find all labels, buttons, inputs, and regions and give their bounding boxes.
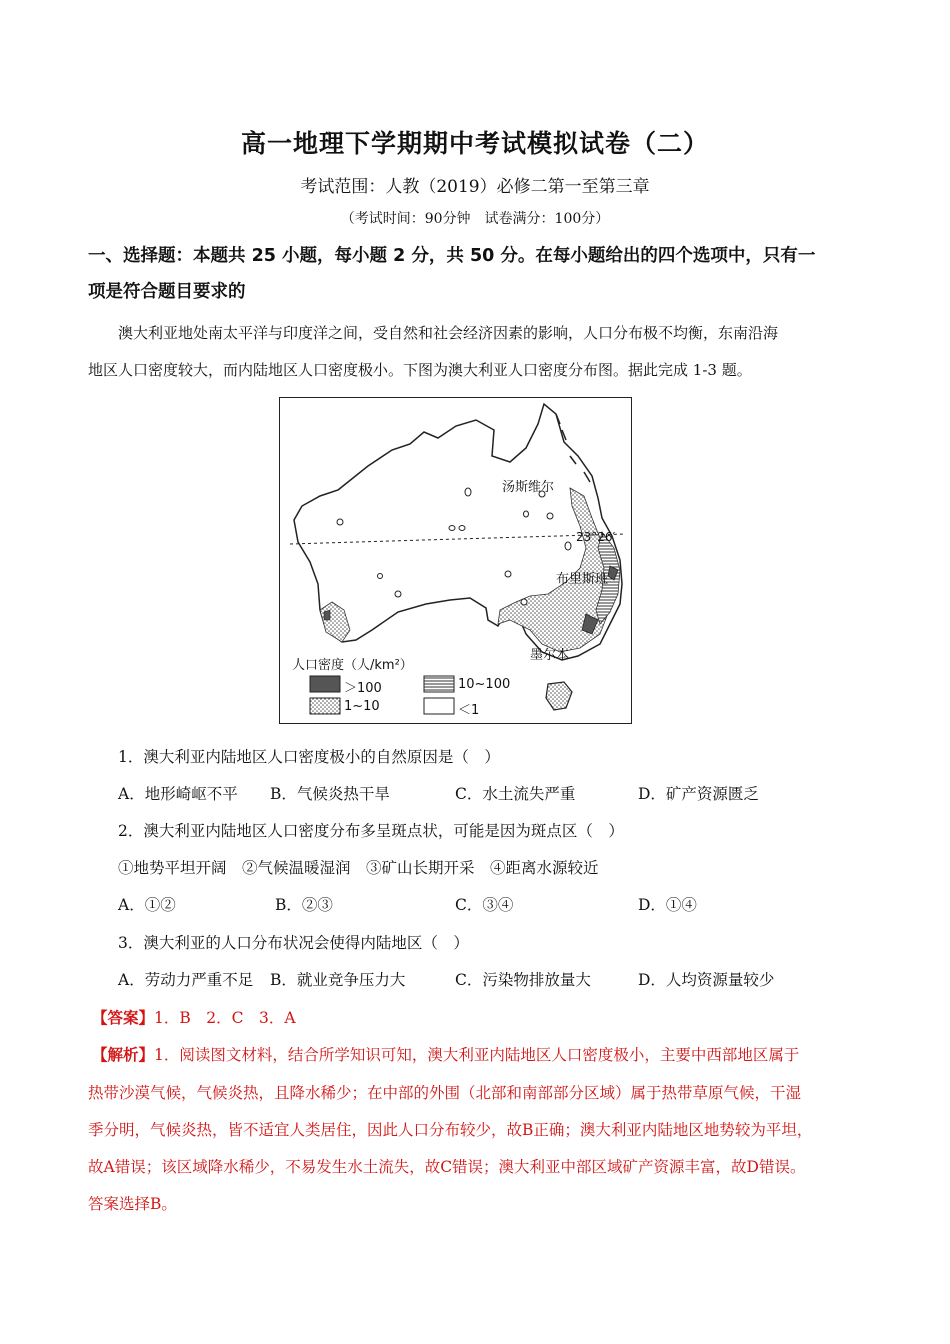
question-2-items: ①地势平坦开阔 ②气候温暖湿润 ③矿山长期开采 ④距离水源较近	[118, 859, 599, 877]
answer-block	[92, 1006, 296, 1028]
question-1-option-a: A．地形崎岖不平	[118, 785, 238, 803]
analysis-line5: 答案选择B。	[88, 1195, 177, 1213]
answer-text: 1．B 2．C 3．A	[154, 1009, 296, 1027]
question-3-stem: 3．澳大利亚的人口分布状况会使得内陆地区（ ）	[118, 934, 469, 952]
question-3-option-d: D．人均资源量较少	[638, 971, 775, 989]
question-2-option-a: A．①②	[118, 896, 176, 914]
legend-title: 人口密度（人/km²）	[292, 658, 413, 673]
question-2-option-b: B．②③	[275, 896, 333, 914]
question-3-option-c: C．污染物排放量大	[455, 971, 591, 989]
question-1-option-d: D．矿产资源匮乏	[638, 785, 759, 803]
exam-scope: 考试范围：人教（2019）必修二第一至第三章	[300, 177, 650, 197]
legend-label-10-100: 10~100	[458, 677, 511, 692]
section-heading-line1: 一、选择题：本题共 25 小题，每小题 2 分，共 50 分。在每小题给出的四个选项中，只有一	[88, 246, 816, 266]
analysis-text-1: 1．阅读图文材料，结合所学知识可知，澳大利亚内陆地区人口密度极小，主要中西部地区属于	[154, 1046, 800, 1064]
australia-population-density-map	[279, 397, 632, 724]
exam-meta: （考试时间：90分钟 试卷满分：100分）	[340, 211, 610, 227]
question-2-option-d: D．①④	[638, 896, 697, 914]
city-label-townsville: 汤斯维尔	[502, 480, 555, 495]
passage-line2: 地区人口密度较大，而内陆地区人口密度极小。下图为澳大利亚人口密度分布图。据此完成 1-3 题。	[88, 361, 752, 379]
answer-label: 【答案】	[92, 1008, 155, 1027]
page-title: 高一地理下学期期中考试模拟试卷（二）	[240, 129, 709, 158]
analysis-label: 【解析】	[92, 1045, 155, 1064]
tropic-label: 23°26′	[576, 530, 616, 544]
legend-label-lt1: ＜1	[458, 703, 480, 718]
analysis-line3: 季分明，气候炎热，皆不适宜人类居住，因此人口分布较少，故B正确；澳大利亚内陆地区地势较为平坦，	[88, 1121, 813, 1139]
legend-label-gt100: ＞100	[344, 681, 382, 696]
analysis-line2: 热带沙漠气候，气候炎热，且降水稀少；在中部的外围（北部和南部部分区域）属于热带草原气候，干湿	[88, 1084, 802, 1102]
question-1-option-b: B．气候炎热干旱	[270, 785, 390, 803]
city-label-melbourne: 墨尔本	[530, 648, 570, 663]
city-label-brisbane: 布里斯班	[556, 572, 609, 587]
passage-line1: 澳大利亚地处南太平洋与印度洋之间，受自然和社会经济因素的影响，人口分布极不均衡，东南沿海	[118, 324, 779, 342]
section-heading-line2: 项是符合题目要求的	[88, 282, 246, 302]
legend-label-1-10: 1~10	[344, 699, 380, 714]
question-3-option-b: B．就业竞争压力大	[270, 971, 406, 989]
map-drawing	[280, 398, 633, 725]
analysis-line1	[92, 1043, 799, 1065]
question-2-option-c: C．③④	[455, 896, 514, 914]
question-1-option-c: C．水土流失严重	[455, 785, 576, 803]
question-3-option-a: A．劳动力严重不足	[118, 971, 254, 989]
question-1-stem: 1．澳大利亚内陆地区人口密度极小的自然原因是（ ）	[118, 748, 500, 766]
analysis-line4: 故A错误；该区域降水稀少，不易发生水土流失，故C错误；澳大利亚中部区域矿产资源丰富，故D错误。	[88, 1158, 806, 1176]
question-2-stem: 2．澳大利亚内陆地区人口密度分布多呈斑点状，可能是因为斑点区（ ）	[118, 822, 624, 840]
